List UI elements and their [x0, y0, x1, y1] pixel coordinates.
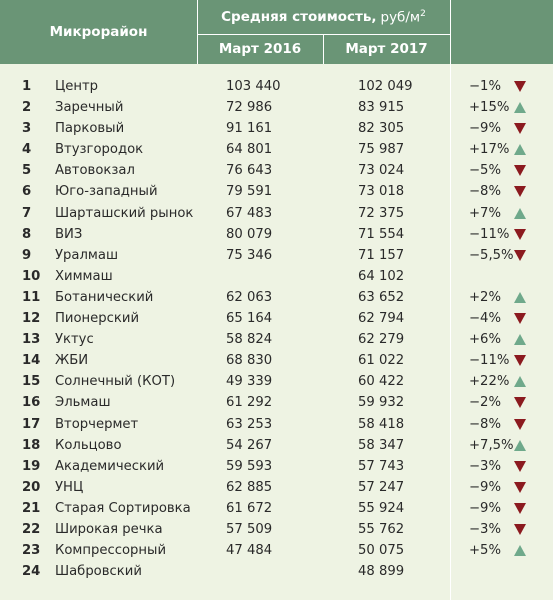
district-name: Вторчермет	[55, 416, 139, 432]
arrow-down-icon	[514, 123, 526, 134]
table-row	[0, 477, 553, 498]
price-change: −9%	[469, 500, 501, 516]
arrow-up-icon	[514, 334, 526, 345]
price-2017: 58 347	[358, 437, 405, 453]
arrow-up-icon	[514, 292, 526, 303]
table-row	[0, 350, 553, 371]
row-number: 3	[22, 121, 32, 137]
price-2016: 67 483	[226, 205, 273, 221]
arrow-down-icon	[514, 186, 526, 197]
district-name: Уралмаш	[55, 247, 119, 263]
price-unit-text: руб/м	[380, 9, 421, 26]
price-change: −5,5%	[469, 247, 514, 263]
header-divider	[197, 0, 198, 64]
table-row	[0, 435, 553, 456]
price-2017: 48 899	[358, 564, 405, 580]
district-name: Ботанический	[55, 289, 154, 305]
price-change: −2%	[469, 395, 501, 411]
table-row	[0, 224, 553, 245]
price-2017: 62 279	[358, 332, 405, 348]
price-2017: 75 987	[358, 142, 405, 158]
district-name: Старая Сортировка	[55, 500, 191, 516]
table-row	[0, 181, 553, 202]
price-2016: 57 509	[226, 521, 273, 537]
row-number: 4	[22, 142, 32, 158]
price-change: +15%	[469, 100, 510, 116]
price-2017: 72 375	[358, 205, 405, 221]
row-number: 14	[22, 353, 41, 369]
table-row	[0, 287, 553, 308]
price-change: +7%	[469, 205, 501, 221]
row-number: 19	[22, 458, 41, 474]
arrow-down-icon	[514, 229, 526, 240]
price-2017: 73 018	[358, 184, 405, 200]
district-name: Центр	[55, 79, 99, 94]
district-name: Уктус	[55, 332, 94, 348]
header-divider	[323, 34, 324, 64]
price-2017: 60 422	[358, 374, 405, 390]
district-name: Юго-западный	[55, 184, 158, 200]
table-row	[0, 414, 553, 435]
price-change: −11%	[469, 226, 510, 242]
arrow-up-icon	[514, 208, 526, 219]
arrow-down-icon	[514, 461, 526, 472]
price-2016: 61 292	[226, 395, 273, 411]
price-2017: 71 554	[358, 226, 405, 242]
price-2016: 80 079	[226, 226, 273, 242]
price-2017: 59 932	[358, 395, 405, 411]
price-2016: 76 643	[226, 163, 273, 179]
price-change: −1%	[469, 79, 501, 94]
price-2017: 71 157	[358, 247, 405, 263]
price-change: +22%	[469, 374, 510, 390]
row-number: 21	[22, 500, 41, 516]
table-row	[0, 203, 553, 224]
row-number: 23	[22, 543, 41, 559]
arrow-up-icon	[514, 545, 526, 556]
price-2016: 54 267	[226, 437, 273, 453]
price-2016: 64 801	[226, 142, 273, 158]
row-number: 9	[22, 247, 32, 263]
header-divider	[197, 34, 450, 35]
price-2017: 61 022	[358, 353, 405, 369]
price-change: +17%	[469, 142, 510, 158]
row-number: 5	[22, 163, 32, 179]
district-name: ЖБИ	[55, 353, 89, 369]
district-name: УНЦ	[55, 479, 84, 495]
district-name: Солнечный (КОТ)	[55, 374, 176, 390]
price-2017: 82 305	[358, 121, 405, 137]
price-2016: 61 672	[226, 500, 273, 516]
column-header-year-2016: Март 2016	[218, 41, 302, 57]
table-row	[0, 456, 553, 477]
table-row	[0, 329, 553, 350]
price-2017: 55 924	[358, 500, 405, 516]
table-row	[0, 519, 553, 540]
row-number: 16	[22, 395, 41, 411]
district-name: Шабровский	[55, 564, 142, 580]
district-name: Автовокзал	[55, 163, 135, 179]
price-2016: 62 063	[226, 289, 273, 305]
row-number: 10	[22, 268, 41, 284]
price-change: +2%	[469, 289, 501, 305]
district-name: Компрессорный	[55, 543, 167, 559]
price-change: −9%	[469, 121, 501, 137]
price-2016: 59 593	[226, 458, 273, 474]
arrow-down-icon	[514, 524, 526, 535]
price-unit	[381, 9, 426, 26]
table-row	[0, 308, 553, 329]
column-header-year-2017: Март 2017	[345, 41, 428, 57]
price-change: +5%	[469, 543, 501, 559]
price-2016: 62 885	[226, 479, 273, 495]
arrow-down-icon	[514, 503, 526, 514]
arrow-up-icon	[514, 102, 526, 113]
row-number: 2	[22, 100, 32, 116]
price-2016: 65 164	[226, 311, 273, 327]
row-number: 24	[22, 564, 41, 580]
district-name: Химмаш	[55, 268, 113, 284]
table-row	[0, 76, 553, 97]
table-header	[0, 0, 553, 64]
row-number: 15	[22, 374, 41, 390]
district-name: Пионерский	[55, 311, 140, 327]
table-row	[0, 245, 553, 266]
table-body	[0, 76, 553, 582]
table-row	[0, 371, 553, 392]
price-2017: 64 102	[358, 268, 405, 284]
price-change: −4%	[469, 311, 501, 327]
table-row	[0, 266, 553, 287]
table-row	[0, 498, 553, 519]
price-2017: 83 915	[358, 100, 405, 116]
district-name: Втузгородок	[55, 142, 144, 158]
arrow-up-icon	[514, 144, 526, 155]
column-header-price	[197, 0, 450, 34]
district-name: Эльмаш	[55, 395, 111, 411]
price-change: −5%	[469, 163, 501, 179]
price-2016: 68 830	[226, 353, 273, 369]
district-name: Шарташский рынок	[55, 205, 194, 221]
arrow-down-icon	[514, 165, 526, 176]
arrow-down-icon	[514, 397, 526, 408]
price-2016: 47 484	[226, 543, 273, 559]
price-2017: 55 762	[358, 521, 405, 537]
table-row	[0, 561, 553, 582]
price-2017: 57 247	[358, 479, 405, 495]
row-number: 20	[22, 479, 41, 495]
row-number: 13	[22, 332, 41, 348]
price-2016: 49 339	[226, 374, 273, 390]
arrow-down-icon	[514, 482, 526, 493]
arrow-down-icon	[514, 355, 526, 366]
row-number: 12	[22, 311, 41, 327]
row-number: 18	[22, 437, 41, 453]
price-change: −11%	[469, 353, 510, 369]
price-2016: 103 440	[226, 79, 281, 94]
price-2017: 63 652	[358, 289, 405, 305]
price-2017: 73 024	[358, 163, 405, 179]
table-row	[0, 160, 553, 181]
district-name: Заречный	[55, 100, 124, 116]
district-name: ВИЗ	[55, 226, 83, 242]
table-row	[0, 540, 553, 561]
row-number: 8	[22, 226, 32, 242]
price-change: −9%	[469, 479, 501, 495]
price-2017: 58 418	[358, 416, 405, 432]
header-divider	[450, 0, 451, 64]
arrow-down-icon	[514, 313, 526, 324]
row-number: 7	[22, 205, 32, 221]
price-2016: 75 346	[226, 247, 273, 263]
price-change: −3%	[469, 521, 501, 537]
district-name: Широкая речка	[55, 521, 163, 537]
price-2017: 50 075	[358, 543, 405, 559]
price-change: +6%	[469, 332, 501, 348]
table-row	[0, 118, 553, 139]
arrow-up-icon	[514, 376, 526, 387]
table-row	[0, 97, 553, 118]
price-2017: 57 743	[358, 458, 405, 474]
price-2017: 62 794	[358, 311, 405, 327]
row-number: 11	[22, 289, 41, 305]
row-number: 17	[22, 416, 41, 432]
price-2017: 102 049	[358, 79, 413, 94]
row-number: 1	[22, 79, 32, 94]
arrow-down-icon	[514, 419, 526, 430]
table-row	[0, 139, 553, 160]
price-change: −8%	[469, 416, 501, 432]
price-2016: 58 824	[226, 332, 273, 348]
district-name: Парковый	[55, 121, 125, 137]
price-title: Средняя стоимость,	[221, 9, 377, 25]
column-header-district: Микрорайон	[49, 24, 148, 40]
price-change: −8%	[469, 184, 501, 200]
price-2016: 72 986	[226, 100, 273, 116]
row-number: 22	[22, 521, 41, 537]
price-2016: 91 161	[226, 121, 273, 137]
district-name: Академический	[55, 458, 165, 474]
price-2016: 63 253	[226, 416, 273, 432]
price-change: +7,5%	[469, 437, 514, 453]
district-name: Кольцово	[55, 437, 122, 453]
arrow-down-icon	[514, 81, 526, 92]
arrow-down-icon	[514, 250, 526, 261]
row-number: 6	[22, 184, 32, 200]
arrow-up-icon	[514, 440, 526, 451]
table-row	[0, 392, 553, 413]
price-unit-sup: 2	[420, 8, 426, 19]
price-2016: 79 591	[226, 184, 273, 200]
price-change: −3%	[469, 458, 501, 474]
